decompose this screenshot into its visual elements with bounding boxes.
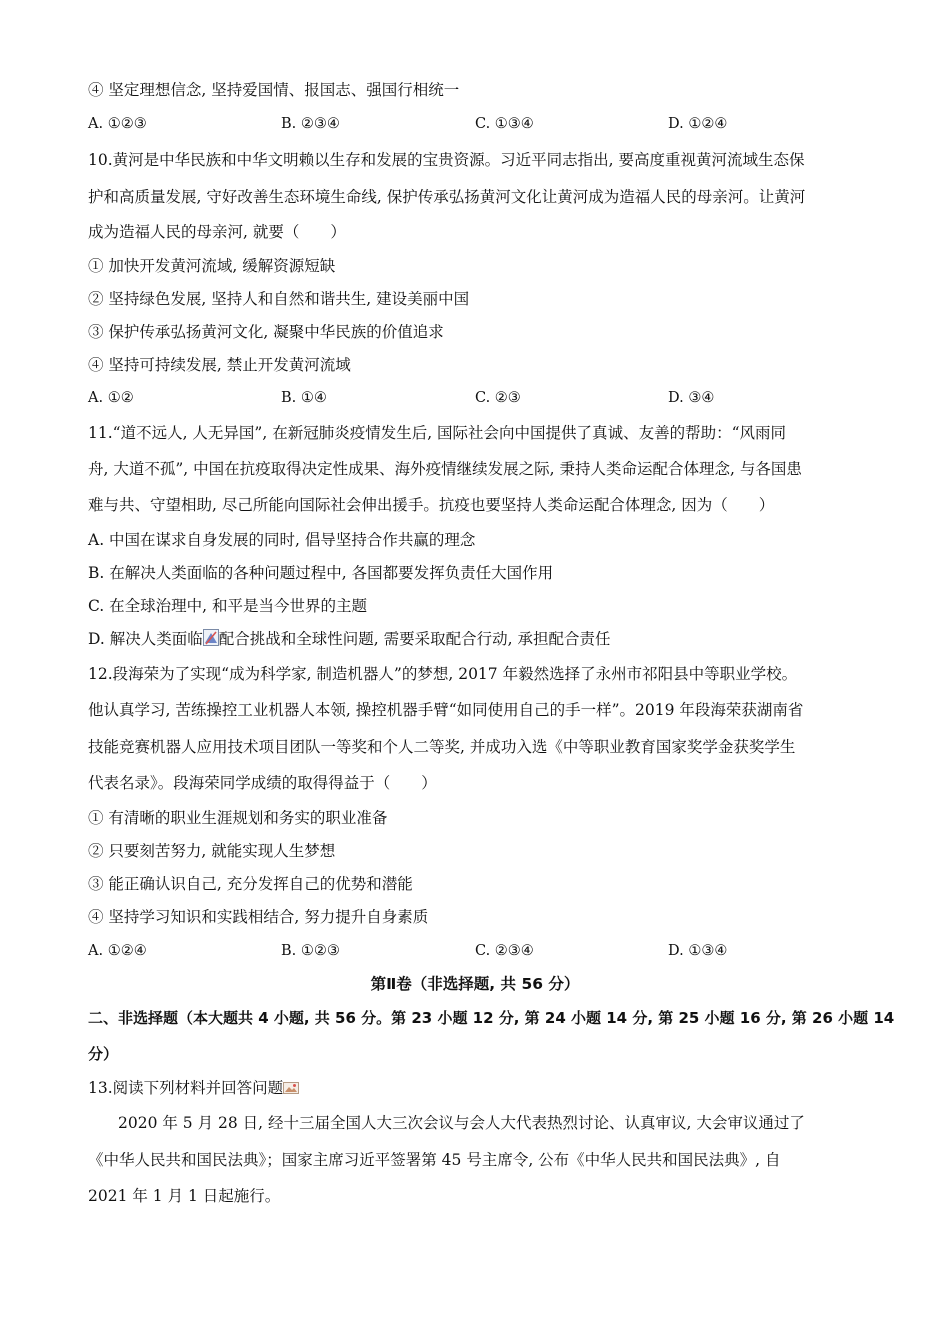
q11-stem-line1: 11.“道不远人, 人无异国”, 在新冠肺炎疫情发生后, 国际社会向中国提供了真诚、友善的帮助：“风雨同 [88, 424, 786, 442]
q9-option-b: B. ②③④ [281, 116, 340, 132]
q11-option-c: C. 在全球治理中, 和平是当今世界的主题 [88, 597, 368, 615]
q10-item-4: ④ 坚持可持续发展, 禁止开发黄河流域 [88, 356, 351, 374]
q9-item-4: ④ 坚定理想信念, 坚持爱国情、报国志、强国行相统一 [88, 81, 460, 99]
section-heading-line1: 二、非选择题（本大题共 4 小题, 共 56 分。第 23 小题 12 分, 第 24 小题 14 分, 第 25 小题 16 分, 第 26 小题 14 [88, 1009, 895, 1027]
q12-item-3: ③ 能正确认识自己, 充分发挥自己的优势和潜能 [88, 875, 413, 893]
q12-stem-line4: 代表名录》。段海荣同学成绩的取得得益于（ ） [88, 774, 437, 792]
q9-option-d: D. ①②④ [668, 116, 728, 132]
q11-option-b: B. 在解决人类面临的各种问题过程中, 各国都要发挥负责任大国作用 [88, 564, 554, 582]
q12-item-2: ② 只要刻苦努力, 就能实现人生梦想 [88, 842, 336, 860]
q10-stem-line2: 护和高质量发展, 守好改善生态环境生命线, 保护传承弘扬黄河文化让黄河成为造福人民的母亲河。让黄河 [88, 188, 806, 206]
q11-option-d-pre: D. 解决人类面临 [88, 630, 203, 648]
q12-stem-line3: 技能竞赛机器人应用技术项目团队一等奖和个人二等奖, 并成功入选《中等职业教育国家奖学金获奖学生 [88, 738, 796, 756]
q12-item-4: ④ 坚持学习知识和实践相结合, 努力提升自身素质 [88, 908, 429, 926]
q10-item-3: ③ 保护传承弘扬黄河文化, 凝聚中华民族的价值追求 [88, 323, 444, 341]
broken-image-icon [203, 629, 219, 651]
q13-paragraph-line2: 《中华人民共和国民法典》；国家主席习近平签署第 45 号主席令, 公布《中华人民共和国民法典》, 自 [88, 1151, 781, 1169]
broken-image-icon [283, 1079, 299, 1099]
q13-stem-text: 13.阅读下列材料并回答问题 [88, 1079, 284, 1097]
q12-option-a: A. ①②④ [88, 943, 147, 959]
q10-stem-line1: 10.黄河是中华民族和中华文明赖以生存和发展的宝贵资源。习近平同志指出, 要高度重视黄河流域生态保 [88, 151, 805, 169]
part2-title: 第Ⅱ卷（非选择题, 共 56 分） [370, 975, 580, 993]
q12-item-1: ① 有清晰的职业生涯规划和务实的职业准备 [88, 809, 388, 827]
q13-paragraph-line3: 2021 年 1 月 1 日起施行。 [88, 1187, 281, 1205]
q9-option-c: C. ①③④ [475, 116, 534, 132]
q9-option-a: A. ①②③ [88, 116, 147, 132]
q10-item-2: ② 坚持绿色发展, 坚持人和自然和谐共生, 建设美丽中国 [88, 290, 470, 308]
q10-option-b: B. ①④ [281, 390, 327, 406]
q11-option-a: A. 中国在谋求自身发展的同时, 倡导坚持合作共赢的理念 [88, 531, 476, 549]
q10-option-a: A. ①② [88, 390, 134, 406]
q12-stem-line2: 他认真学习, 苦练操控工业机器人本领, 操控机器手臂“如同使用自己的手一样”。2019 年段海荣获湖南省 [88, 701, 804, 719]
q10-item-1: ① 加快开发黄河流域, 缓解资源短缺 [88, 257, 336, 275]
q12-stem-line1: 12.段海荣为了实现“成为科学家, 制造机器人”的梦想, 2017 年毅然选择了永州市祁阳县中等职业学校。 [88, 665, 798, 683]
q11-stem-line2: 舟, 大道不孤”, 中国在抗疫取得决定性成果、海外疫情继续发展之际, 秉持人类命运配合体理念, 与各国患 [88, 460, 802, 478]
q10-stem-line3: 成为造福人民的母亲河, 就要（ ） [88, 223, 346, 241]
q13-stem [88, 1078, 299, 1099]
q12-option-c: C. ②③④ [475, 943, 534, 959]
section-heading-line2: 分） [88, 1045, 119, 1063]
q11-stem-line3: 难与共、守望相助, 尽己所能向国际社会伸出援手。抗疫也要坚持人类命运配合体理念, 因为（ ） [88, 496, 775, 514]
q12-option-d: D. ①③④ [668, 943, 728, 959]
q13-paragraph-line1: 2020 年 5 月 28 日, 经十三届全国人大三次会议与会人大代表热烈讨论、认真审议, 大会审议通过了 [118, 1114, 805, 1132]
q11-option-d-post: 配合挑战和全球性问题, 需要采取配合行动, 承担配合责任 [218, 630, 611, 648]
q11-option-d [88, 629, 610, 651]
q10-option-c: C. ②③ [475, 390, 521, 406]
q10-option-d: D. ③④ [668, 390, 715, 406]
q12-option-b: B. ①②③ [281, 943, 340, 959]
